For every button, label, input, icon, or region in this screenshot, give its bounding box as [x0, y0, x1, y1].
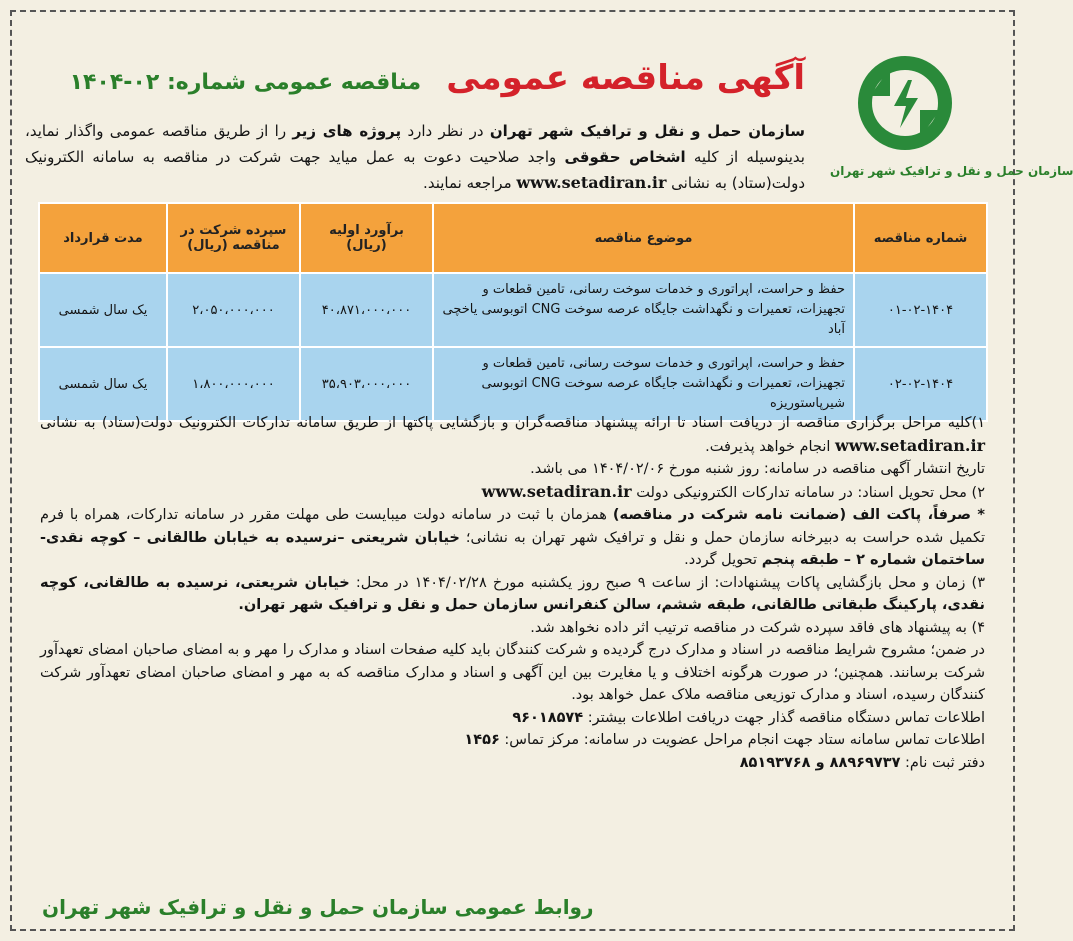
footer-signature: روابط عمومی سازمان حمل و نقل و ترافیک شهر تهران — [42, 895, 594, 919]
term-4: ۴) به پیشنهاد های فاقد سپرده شرکت در مناقصه ترتیب اثر داده نخواهد شد. — [530, 619, 985, 636]
terms-section — [40, 412, 985, 774]
envelope-note-address: خیابان شریعتی –نرسیده به خیابان طالقانی – کوچه نقدی- ساختمان شماره ۲ – طبقه پنجم — [40, 529, 985, 568]
cell-subject: حفظ و حراست، اپراتوری و خدمات سوخت رسانی، تامین قطعات و تجهیزات، تعمیرات و نگهداشت جایگاه عرصه سوخت CNG اتوبوسی شیرپاستوریزه — [433, 347, 854, 421]
col-header-number: شماره مناقصه — [854, 203, 987, 273]
table-header-row — [39, 203, 987, 273]
publish-date: تاریخ انتشار آگهی مناقصه در سامانه: روز شنبه مورخ ۱۴۰۴/۰۲/۰۶ می باشد. — [530, 461, 985, 477]
term-2 — [40, 481, 985, 505]
title-row — [70, 58, 805, 98]
intro-part2: را از طریق مناقصه عمومی واگذار نماید، بدینوسیله از کلیه — [25, 122, 805, 166]
term-1 — [40, 412, 985, 458]
intro-entities: اشخاص حقوقی — [564, 148, 686, 166]
cell-deposit: ۲،۰۵۰،۰۰۰،۰۰۰ — [167, 273, 300, 347]
envelope-note-star: * صرفاً، پاکت الف (ضمانت نامه شرکت در مناقصه) — [612, 507, 986, 523]
cell-estimate: ۴۰،۸۷۱،۰۰۰،۰۰۰ — [300, 273, 433, 347]
envelope-note — [40, 504, 985, 572]
term-2-text: ۲) محل تحویل اسناد: در سامانه تدارکات الکترونیکی دولت — [636, 484, 985, 501]
org-logo — [830, 48, 1073, 178]
intro-paragraph — [25, 118, 805, 196]
contact-setad-phone: ۱۴۵۶ — [464, 732, 500, 748]
intro-site-link[interactable]: www.setadiran.ir — [516, 173, 667, 192]
cell-duration: یک سال شمسی — [39, 347, 167, 421]
term-1-text: ۱)کلیه مراحل برگزاری مناقصه از دریافت اسناد تا ارائه پیشنهاد مناقصه‌گران و بازگشایی پاکتها از طریق سامانه تدارکات الکترونیک دولت(ستاد) به نشانی — [40, 415, 985, 431]
table-row — [39, 347, 987, 421]
term-3-place: خیابان شریعتی، نرسیده به طالقانی، کوچه نقدی، پارکینگ طبقاتی طالقانی، طبقه ششم، سالن کنفرانس سازمان حمل و نقل و ترافیک شهر تهران. — [40, 574, 985, 613]
notice-title: آگهی مناقصه عمومی — [446, 58, 805, 98]
cell-estimate: ۳۵،۹۰۳،۰۰۰،۰۰۰ — [300, 347, 433, 421]
col-header-estimate: برآورد اولیه (ریال) — [300, 203, 433, 273]
col-header-duration: مدت قرارداد — [39, 203, 167, 273]
intro-part4: مراجعه نمایند. — [423, 174, 512, 192]
contact-tenderer-phone: ۹۶۰۱۸۵۷۴ — [512, 709, 584, 726]
contact-setad — [40, 729, 985, 752]
col-header-subject: موضوع مناقصه — [433, 203, 854, 273]
contact-registration — [40, 752, 985, 775]
contact-setad-label: اطلاعات تماس سامانه ستاد جهت انجام مراحل عضویت در سامانه: مرکز تماس: — [504, 732, 985, 748]
envelope-note-text: همزمان با ثبت در سامانه دولت میبایست طی مهلت مقرر در سامانه تدارکات، همراه با فرم تکمیل شده حراست به دبیرخانه سازمان حمل و نقل و ترافیک شهر تهران به نشانی؛ — [40, 507, 986, 546]
intro-part1: در نظر دارد — [407, 122, 484, 140]
tender-table — [38, 202, 988, 422]
intro-org-name: سازمان حمل و نقل و ترافیک شهر تهران — [489, 122, 805, 140]
org-logo-icon — [850, 48, 960, 158]
notice-header — [25, 38, 1073, 198]
term-1-end: انجام خواهد پذیرفت. — [705, 438, 831, 455]
intro-part3: واجد صلاحیت دعوت به عمل میاید جهت شرکت در مناقصه به سامانه الکترونیک دولت(ستاد) به نشانی — [25, 148, 805, 192]
envelope-note-end: تحویل گردد. — [684, 552, 758, 568]
extra-conditions: در ضمن؛ مشروح شرایط مناقصه در اسناد و مدارک درج گردیده و شرکت کنندگان باید کلیه صفحات اسناد و مدارک را مهر و به امضای صاحبان امضای تعهدآور شرکت برسانند. همچنین؛ در صورت هرگونه اختلاف و یا مغایرت بین این آگهی و اسناد و مدارک مناقصه که به مهر و امضای صاحبان امضای تعهدآور شرکت کنندگان رسیده، اسناد و مدارک توزیعی مناقصه ملاک عمل خواهد بود. — [40, 642, 985, 703]
contact-tenderer — [40, 707, 985, 730]
term-1-site-link[interactable]: www.setadiran.ir — [835, 435, 985, 455]
contact-registration-label: دفتر ثبت نام: — [905, 754, 985, 771]
cell-number: ۰۲-۰۲-۱۴۰۴ — [854, 347, 987, 421]
cell-duration: یک سال شمسی — [39, 273, 167, 347]
intro-projects: پروژه های زیر — [292, 122, 402, 140]
term-3-text: ۳) زمان و محل بازگشایی پاکات پیشنهادات: از ساعت ۹ صبح روز یکشنبه مورخ ۱۴۰۴/۰۲/۲۸ در محل: — [355, 574, 986, 591]
col-header-deposit: سپرده شرکت در مناقصه (ریال) — [167, 203, 300, 273]
contact-tenderer-label: اطلاعات تماس دستگاه مناقصه گذار جهت دریافت اطلاعات بیشتر: — [587, 709, 985, 726]
cell-subject: حفظ و حراست، اپراتوری و خدمات سوخت رسانی، تامین قطعات و تجهیزات، تعمیرات و نگهداشت جایگاه عرصه سوخت CNG اتوبوسی یاخچی آباد — [433, 273, 854, 347]
contact-registration-phones: ۸۸۹۶۹۷۳۷ و ۸۵۱۹۳۷۶۸ — [739, 754, 901, 771]
cell-deposit: ۱،۸۰۰،۰۰۰،۰۰۰ — [167, 347, 300, 421]
table-row — [39, 273, 987, 347]
term-3 — [40, 572, 985, 617]
cell-number: ۰۱-۰۲-۱۴۰۴ — [854, 273, 987, 347]
org-caption: سازمان حمل و نقل و ترافیک شهر تهران — [830, 164, 1073, 178]
tender-number-title: مناقصه عمومی شماره: ۰۲-۱۴۰۴ — [69, 70, 422, 95]
term-2-site-link[interactable]: www.setadiran.ir — [481, 481, 632, 501]
